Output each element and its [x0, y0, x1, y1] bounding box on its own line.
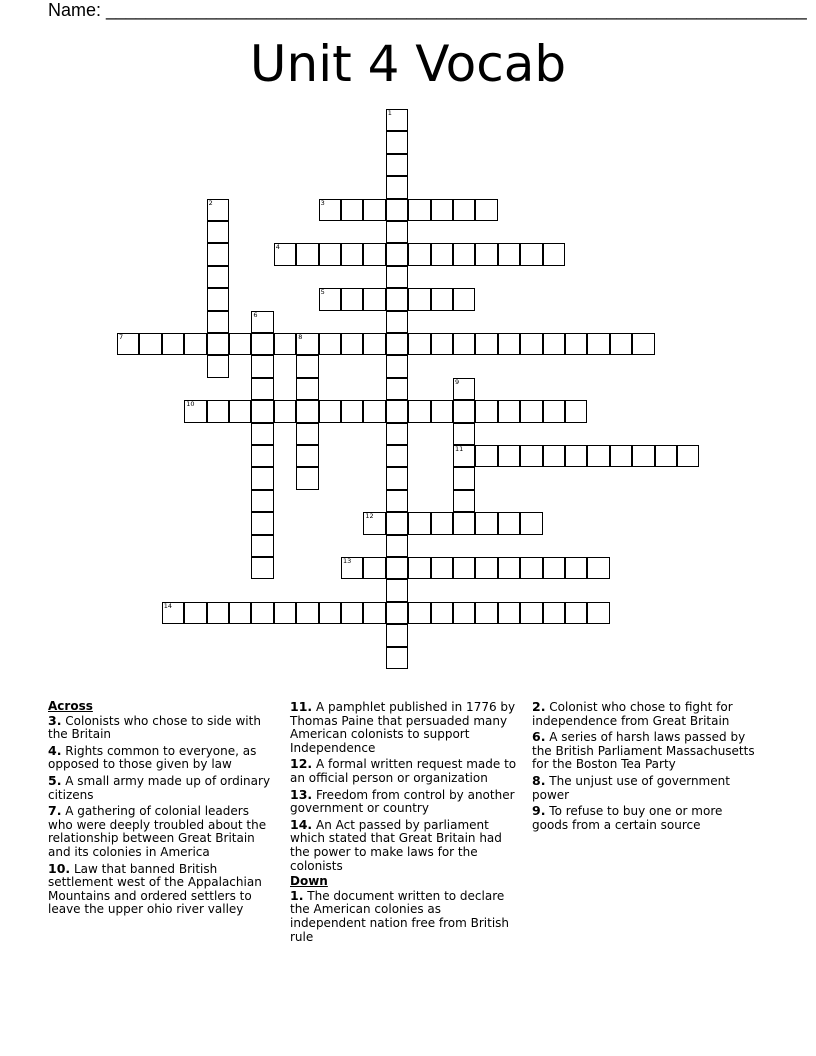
- crossword-cell[interactable]: [453, 288, 475, 310]
- crossword-cell[interactable]: [139, 333, 161, 355]
- crossword-cell[interactable]: [431, 602, 453, 624]
- crossword-cell[interactable]: [386, 355, 408, 377]
- crossword-cell[interactable]: [408, 400, 430, 422]
- clue-text: Colonists who chose to side with the Britain: [48, 713, 261, 742]
- clue-across-12: [290, 757, 520, 785]
- crossword-cell[interactable]: [251, 557, 273, 579]
- crossword-cell[interactable]: [543, 602, 565, 624]
- crossword-cell[interactable]: [565, 602, 587, 624]
- crossword-cell[interactable]: [475, 199, 497, 221]
- clue-text: A series of harsh laws passed by the British Parliament Massachusetts for the Boston Tea Party: [532, 730, 755, 772]
- crossword-cell[interactable]: [319, 199, 341, 221]
- crossword-cell[interactable]: [296, 355, 318, 377]
- cell-number: 4: [275, 243, 280, 252]
- page-title: Unit 4 Vocab: [249, 35, 567, 93]
- crossword-cell[interactable]: [565, 333, 587, 355]
- down-heading: Down: [290, 874, 328, 889]
- crossword-cell[interactable]: [251, 355, 273, 377]
- clue-down-2: [532, 700, 760, 728]
- crossword-cell[interactable]: [587, 333, 609, 355]
- crossword-cell[interactable]: [386, 199, 408, 221]
- clue-down-6: [532, 730, 760, 772]
- crossword-cell[interactable]: [386, 154, 408, 176]
- crossword-cell[interactable]: [207, 311, 229, 333]
- crossword-cell[interactable]: [453, 490, 475, 512]
- cell-number: 1: [387, 109, 392, 117]
- crossword-cell[interactable]: [207, 333, 229, 355]
- crossword-cell[interactable]: [543, 243, 565, 265]
- crossword-cell[interactable]: [520, 400, 542, 422]
- clue-column-3: [532, 700, 760, 834]
- crossword-cell[interactable]: [229, 400, 251, 422]
- crossword-cell[interactable]: [498, 445, 520, 467]
- crossword-cell[interactable]: [386, 109, 408, 131]
- crossword-cell[interactable]: [251, 535, 273, 557]
- crossword-cell[interactable]: [431, 400, 453, 422]
- clue-across-11: [290, 700, 520, 755]
- clue-down-9: [532, 804, 760, 832]
- clue-text: An Act passed by parliament which stated that Great Britain had the power to make laws for the colonists: [290, 817, 502, 873]
- crossword-cell[interactable]: [296, 467, 318, 489]
- crossword-cell[interactable]: [296, 378, 318, 400]
- clue-number: 11.: [290, 699, 313, 714]
- crossword-cell[interactable]: [386, 243, 408, 265]
- clue-across-5: [48, 774, 276, 802]
- crossword-cell[interactable]: [408, 512, 430, 534]
- crossword-cell[interactable]: [386, 535, 408, 557]
- clue-text: Law that banned British settlement west of the Appalachian Mountains and ordered settlers to leave the upper ohio river valley: [48, 861, 262, 917]
- crossword-cell[interactable]: [386, 647, 408, 669]
- clue-number: 14.: [290, 816, 313, 832]
- crossword-cell[interactable]: [386, 602, 408, 624]
- clue-text: A pamphlet published in 1776 by Thomas Paine that persuaded many American colonists to support Independence: [290, 700, 516, 755]
- crossword-cell[interactable]: [386, 445, 408, 467]
- crossword-cell[interactable]: [363, 199, 385, 221]
- crossword-cell[interactable]: [498, 512, 520, 534]
- crossword-cell[interactable]: [498, 243, 520, 265]
- crossword-cell[interactable]: [453, 400, 475, 422]
- clue-number: 2.: [532, 699, 546, 714]
- crossword-cell[interactable]: [184, 602, 206, 624]
- crossword-cell[interactable]: [431, 333, 453, 355]
- clue-text: A gathering of colonial leaders who were deeply troubled about the relationship between Great Britain and its colonies in America: [48, 804, 267, 859]
- cell-number: 10: [186, 400, 195, 409]
- clue-across-14: [290, 818, 520, 873]
- crossword-cell[interactable]: [363, 333, 385, 355]
- crossword-cell[interactable]: [408, 557, 430, 579]
- crossword-cell[interactable]: [453, 512, 475, 534]
- clue-number: 6.: [532, 729, 546, 745]
- crossword-cell[interactable]: [386, 131, 408, 153]
- crossword-cell[interactable]: [274, 400, 296, 422]
- crossword-cell[interactable]: [453, 467, 475, 489]
- clue-number: 7.: [48, 803, 62, 819]
- crossword-cell[interactable]: [251, 445, 273, 467]
- crossword-cell[interactable]: [431, 288, 453, 310]
- crossword-cell[interactable]: [184, 400, 206, 422]
- crossword-cell[interactable]: [431, 243, 453, 265]
- crossword-cell[interactable]: [408, 333, 430, 355]
- crossword-cell[interactable]: [229, 333, 251, 355]
- crossword-cell[interactable]: [520, 602, 542, 624]
- crossword-cell[interactable]: [475, 557, 497, 579]
- crossword-cell[interactable]: [386, 333, 408, 355]
- crossword-cell[interactable]: [251, 512, 273, 534]
- crossword-cell[interactable]: [386, 221, 408, 243]
- crossword-cell[interactable]: [363, 243, 385, 265]
- crossword-cell[interactable]: [207, 400, 229, 422]
- crossword-cell[interactable]: [386, 579, 408, 601]
- clue-column-2: [290, 700, 520, 946]
- crossword-cell[interactable]: [319, 243, 341, 265]
- clue-text: A small army made up of ordinary citizens: [48, 773, 271, 802]
- crossword-cell[interactable]: [498, 400, 520, 422]
- crossword-cell[interactable]: [207, 221, 229, 243]
- clue-down-1: [290, 889, 520, 944]
- crossword-cell[interactable]: [475, 400, 497, 422]
- crossword-cell[interactable]: [341, 333, 363, 355]
- crossword-cell[interactable]: [498, 557, 520, 579]
- across-heading: Across: [48, 699, 93, 713]
- crossword-cell[interactable]: [543, 333, 565, 355]
- crossword-cell[interactable]: [207, 266, 229, 288]
- crossword-cell[interactable]: [184, 333, 206, 355]
- crossword-cell[interactable]: [207, 243, 229, 265]
- crossword-cell[interactable]: [274, 602, 296, 624]
- crossword-cell[interactable]: [655, 445, 677, 467]
- clue-text: To refuse to buy one or more goods from a certain source: [532, 804, 723, 832]
- crossword-cell[interactable]: [475, 512, 497, 534]
- crossword-cell[interactable]: [587, 602, 609, 624]
- crossword-cell[interactable]: [319, 400, 341, 422]
- crossword-cell[interactable]: [341, 288, 363, 310]
- crossword-cell[interactable]: [453, 557, 475, 579]
- crossword-cell[interactable]: [386, 423, 408, 445]
- crossword-cell[interactable]: [363, 512, 385, 534]
- crossword-cell[interactable]: [207, 602, 229, 624]
- crossword-cell[interactable]: [319, 333, 341, 355]
- crossword-cell[interactable]: [386, 288, 408, 310]
- crossword-cell[interactable]: [207, 288, 229, 310]
- crossword-cell[interactable]: [408, 288, 430, 310]
- crossword-cell[interactable]: [296, 445, 318, 467]
- crossword-cell[interactable]: [408, 199, 430, 221]
- crossword-cell[interactable]: [543, 400, 565, 422]
- crossword-cell[interactable]: [207, 355, 229, 377]
- crossword-cell[interactable]: [296, 243, 318, 265]
- crossword-cell[interactable]: [386, 490, 408, 512]
- crossword-cell[interactable]: [475, 243, 497, 265]
- crossword-cell[interactable]: [296, 400, 318, 422]
- crossword-cell[interactable]: [386, 400, 408, 422]
- crossword-cell[interactable]: [386, 176, 408, 198]
- crossword-cell[interactable]: [363, 602, 385, 624]
- crossword-cell[interactable]: [453, 378, 475, 400]
- crossword-cell[interactable]: [251, 378, 273, 400]
- crossword-cell[interactable]: [296, 333, 318, 355]
- crossword-cell[interactable]: [475, 602, 497, 624]
- crossword-cell[interactable]: [565, 557, 587, 579]
- clue-down-8: [532, 774, 760, 802]
- crossword-cell[interactable]: [386, 557, 408, 579]
- clue-number: 1.: [290, 887, 304, 903]
- crossword-cell[interactable]: [453, 333, 475, 355]
- crossword-cell[interactable]: [453, 243, 475, 265]
- cell-number: 8: [298, 333, 303, 341]
- crossword-cell[interactable]: [587, 445, 609, 467]
- cell-number: 6: [253, 310, 258, 319]
- crossword-cell[interactable]: [543, 557, 565, 579]
- crossword-cell[interactable]: [251, 490, 273, 512]
- crossword-cell[interactable]: [386, 624, 408, 646]
- cell-number: 3: [320, 198, 325, 207]
- cell-number: 13: [343, 557, 352, 565]
- crossword-cell[interactable]: [296, 423, 318, 445]
- clue-number: 10.: [48, 860, 71, 876]
- crossword-cell[interactable]: [296, 602, 318, 624]
- crossword-cell[interactable]: [251, 602, 273, 624]
- crossword-cell[interactable]: [274, 333, 296, 355]
- crossword-cell[interactable]: [319, 288, 341, 310]
- clue-number: 8.: [532, 772, 546, 788]
- crossword-cell[interactable]: [363, 288, 385, 310]
- clue-number: 13.: [290, 786, 313, 802]
- cell-number: 12: [365, 512, 374, 521]
- crossword-cell[interactable]: [632, 445, 654, 467]
- crossword-cell[interactable]: [520, 512, 542, 534]
- clue-number: 12.: [290, 756, 313, 772]
- cell-number: 9: [455, 377, 460, 386]
- clue-text: Freedom from control by another government or country: [290, 787, 515, 816]
- crossword-cell[interactable]: [251, 311, 273, 333]
- cell-number: 2: [208, 198, 213, 207]
- crossword-cell[interactable]: [251, 423, 273, 445]
- crossword-cell[interactable]: [386, 467, 408, 489]
- crossword-cell[interactable]: [520, 557, 542, 579]
- clue-text: Colonist who chose to fight for independence from Great Britain: [532, 700, 733, 728]
- crossword-cell[interactable]: [610, 333, 632, 355]
- crossword-cell[interactable]: [363, 557, 385, 579]
- crossword-cell[interactable]: [498, 333, 520, 355]
- crossword-cell[interactable]: [610, 445, 632, 467]
- crossword-cell[interactable]: [274, 243, 296, 265]
- crossword-cell[interactable]: [520, 445, 542, 467]
- crossword-cell[interactable]: [408, 243, 430, 265]
- crossword-cell[interactable]: [431, 512, 453, 534]
- crossword-cell[interactable]: [520, 333, 542, 355]
- clue-number: 3.: [48, 712, 62, 728]
- crossword-cell[interactable]: [587, 557, 609, 579]
- crossword-cell[interactable]: [341, 199, 363, 221]
- crossword-cell[interactable]: [162, 602, 184, 624]
- clue-column-1: [48, 700, 276, 919]
- crossword-cell[interactable]: [431, 199, 453, 221]
- cell-number: 5: [320, 288, 325, 297]
- clue-number: 9.: [532, 803, 546, 819]
- crossword-cell[interactable]: [341, 400, 363, 422]
- clue-text: The unjust use of government power: [532, 773, 730, 802]
- clue-text: A formal written request made to an official person or organization: [290, 757, 517, 785]
- crossword-cell[interactable]: [386, 311, 408, 333]
- crossword-cell[interactable]: [117, 333, 139, 355]
- clue-across-4: [48, 744, 276, 772]
- crossword-cell[interactable]: [453, 445, 475, 467]
- crossword-cell[interactable]: [207, 199, 229, 221]
- crossword-cell[interactable]: [229, 602, 251, 624]
- clue-number: 5.: [48, 772, 62, 788]
- crossword-cell[interactable]: [565, 400, 587, 422]
- crossword-cell[interactable]: [162, 333, 184, 355]
- cell-number: 11: [455, 445, 464, 453]
- cell-number: 7: [119, 333, 124, 341]
- crossword-cell[interactable]: [251, 333, 273, 355]
- crossword-cell[interactable]: [341, 243, 363, 265]
- crossword-cell[interactable]: [408, 602, 430, 624]
- crossword-cell[interactable]: [453, 199, 475, 221]
- crossword-cell[interactable]: [453, 602, 475, 624]
- crossword-cell[interactable]: [498, 602, 520, 624]
- clue-number: 4.: [48, 742, 62, 758]
- name-line[interactable]: Name: ______________________________________________________________________: [48, 0, 807, 20]
- cell-number: 14: [163, 601, 173, 610]
- clue-across-13: [290, 788, 520, 816]
- clue-across-3: [48, 714, 276, 742]
- crossword-cell[interactable]: [363, 400, 385, 422]
- crossword-cell[interactable]: [386, 266, 408, 288]
- crossword-cell[interactable]: [453, 423, 475, 445]
- crossword-cell[interactable]: [341, 557, 363, 579]
- crossword-cell[interactable]: [386, 512, 408, 534]
- crossword-cell[interactable]: [543, 445, 565, 467]
- crossword-cell[interactable]: [475, 333, 497, 355]
- clue-across-10: [48, 862, 276, 917]
- crossword-cell[interactable]: [251, 467, 273, 489]
- crossword-cell[interactable]: [520, 243, 542, 265]
- crossword-cell[interactable]: [632, 333, 654, 355]
- crossword-cell[interactable]: [565, 445, 587, 467]
- crossword-cell[interactable]: [677, 445, 699, 467]
- crossword-cell[interactable]: [319, 602, 341, 624]
- crossword-cell[interactable]: [431, 557, 453, 579]
- crossword-cell[interactable]: [386, 378, 408, 400]
- crossword-cell[interactable]: [341, 602, 363, 624]
- clue-text: Rights common to everyone, as opposed to those given by law: [48, 743, 257, 772]
- crossword-cell[interactable]: [251, 400, 273, 422]
- clue-text: The document written to declare the American colonies as independent nation free from British rule: [290, 888, 510, 944]
- clue-across-7: [48, 804, 276, 859]
- crossword-cell[interactable]: [475, 445, 497, 467]
